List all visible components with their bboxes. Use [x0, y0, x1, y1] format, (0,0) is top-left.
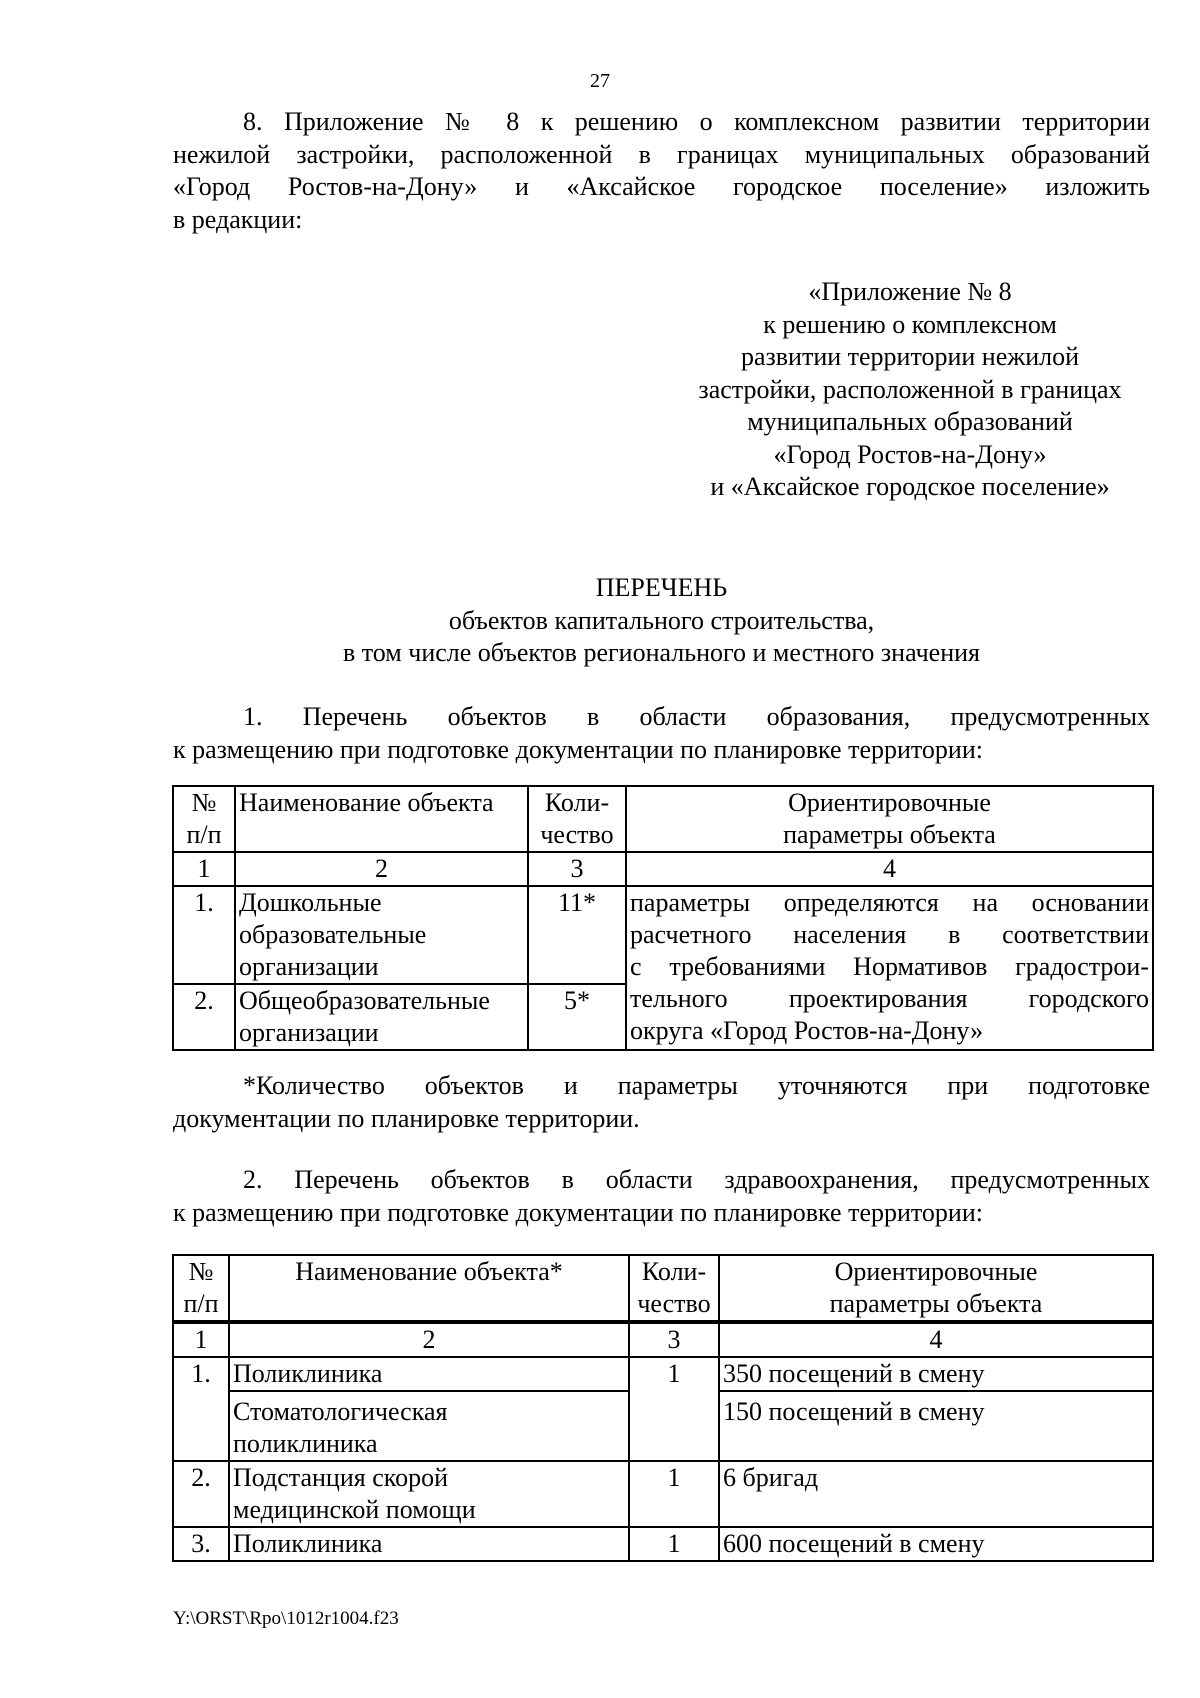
- note-line: *Количество объектов и параметры уточняются при подготовке: [243, 1071, 1150, 1100]
- appendix-line: застройки, расположенной в границах: [698, 374, 1122, 404]
- row-num: 2.: [173, 984, 235, 1050]
- section1-line: 1. Перечень объектов в области образования, предусмотренных: [243, 702, 1150, 731]
- intro-line: 8. Приложение № 8 к решению о комплексном развитии территории: [243, 107, 1150, 136]
- education-table: [172, 785, 1154, 1051]
- row-name: Подстанция скорой медицинской помощи: [229, 1461, 629, 1527]
- appendix-line: муниципальных образований: [747, 407, 1073, 436]
- appendix-header: [670, 276, 1150, 504]
- table-row: [173, 1527, 1153, 1561]
- table-row: [173, 886, 1153, 984]
- header-params: Ориентировочные параметры объекта: [719, 1255, 1153, 1322]
- intro-line: нежилой застройки, расположенной в границах муниципальных образований: [173, 139, 1150, 169]
- intro-line: в редакции:: [173, 204, 303, 234]
- row-params: 600 посещений в смену: [719, 1527, 1153, 1561]
- row-params-shared: параметры определяются на основании расчетного населения в соответствии с требованиями Нормативов градострои- тельного проектирования городского округа «Город Ростов-на-Дону»: [626, 886, 1153, 1050]
- header-qty: Коли- чество: [629, 1255, 719, 1322]
- title-heading: ПЕРЕЧЕНЬ: [595, 573, 728, 602]
- document-title: [173, 572, 1150, 670]
- header-num: № п/п: [173, 1255, 229, 1322]
- header-qty: Коли- чество: [528, 786, 626, 852]
- row-qty: 11*: [528, 886, 626, 984]
- appendix-line: «Приложение № 8: [808, 277, 1012, 306]
- header-num: № п/п: [173, 786, 235, 852]
- row-name: Стоматологическая поликлиника: [229, 1391, 629, 1461]
- row-num: 2.: [173, 1461, 229, 1527]
- section1-note: [173, 1070, 1150, 1135]
- col-number: 4: [626, 852, 1153, 886]
- col-number: 1: [173, 1322, 229, 1357]
- title-subline: объектов капитального строительства,: [448, 605, 875, 635]
- header-name: Наименование объекта: [235, 786, 528, 852]
- row-qty: 1: [629, 1357, 719, 1461]
- row-qty: 1: [629, 1527, 719, 1561]
- row-name: Поликлиника: [229, 1527, 629, 1561]
- column-number-row: [173, 852, 1153, 886]
- appendix-line: «Город Ростов-на-Дону»: [773, 439, 1047, 469]
- section2-line: 2. Перечень объектов в области здравоохранения, предусмотренных: [243, 1165, 1150, 1194]
- table-header-row: [173, 1255, 1153, 1322]
- note-line: документации по планировке территории.: [173, 1103, 640, 1133]
- row-num: 3.: [173, 1527, 229, 1561]
- col-number: 1: [173, 852, 235, 886]
- row-params: 6 бригад: [719, 1461, 1153, 1527]
- row-params: 150 посещений в смену: [719, 1391, 1153, 1461]
- row-name: Общеобразовательные организации: [235, 984, 528, 1050]
- col-number: 3: [629, 1322, 719, 1357]
- footer-file-path: Y:\ORST\Rpo\1012r1004.f23: [173, 1608, 399, 1629]
- appendix-line: развитии территории нежилой: [740, 342, 1080, 371]
- section1-line: к размещению при подготовке документации по планировке территории:: [173, 734, 983, 764]
- column-number-row: [173, 1322, 1153, 1357]
- healthcare-table: [172, 1254, 1154, 1562]
- intro-paragraph: [173, 106, 1150, 236]
- appendix-line: к решению о комплексном: [763, 309, 1057, 339]
- section2-intro: [173, 1164, 1150, 1229]
- intro-line: «Город Ростов-на-Дону» и «Аксайское городское поселение» изложить: [173, 172, 1150, 201]
- row-qty: 1: [629, 1461, 719, 1527]
- header-params: Ориентировочные параметры объекта: [626, 786, 1153, 852]
- page-number: 27: [590, 70, 610, 92]
- table-row: [173, 1357, 1153, 1391]
- row-num: 1.: [173, 886, 235, 984]
- header-name: Наименование объекта*: [229, 1255, 629, 1322]
- section2-line: к размещению при подготовке документации по планировке территории:: [173, 1197, 983, 1227]
- row-params: 350 посещений в смену: [719, 1357, 1153, 1391]
- section1-intro: [173, 701, 1150, 766]
- row-num: 1.: [173, 1357, 229, 1461]
- table-header-row: [173, 786, 1153, 852]
- row-qty: 5*: [528, 984, 626, 1050]
- row-name: Дошкольные образовательные организации: [235, 886, 528, 984]
- row-name: Поликлиника: [229, 1357, 629, 1391]
- col-number: 4: [719, 1322, 1153, 1357]
- col-number: 2: [235, 852, 528, 886]
- table-row: [173, 1461, 1153, 1527]
- appendix-line: и «Аксайское городское поселение»: [710, 472, 1110, 501]
- title-subline: в том числе объектов регионального и местного значения: [343, 638, 980, 667]
- col-number: 2: [229, 1322, 629, 1357]
- col-number: 3: [528, 852, 626, 886]
